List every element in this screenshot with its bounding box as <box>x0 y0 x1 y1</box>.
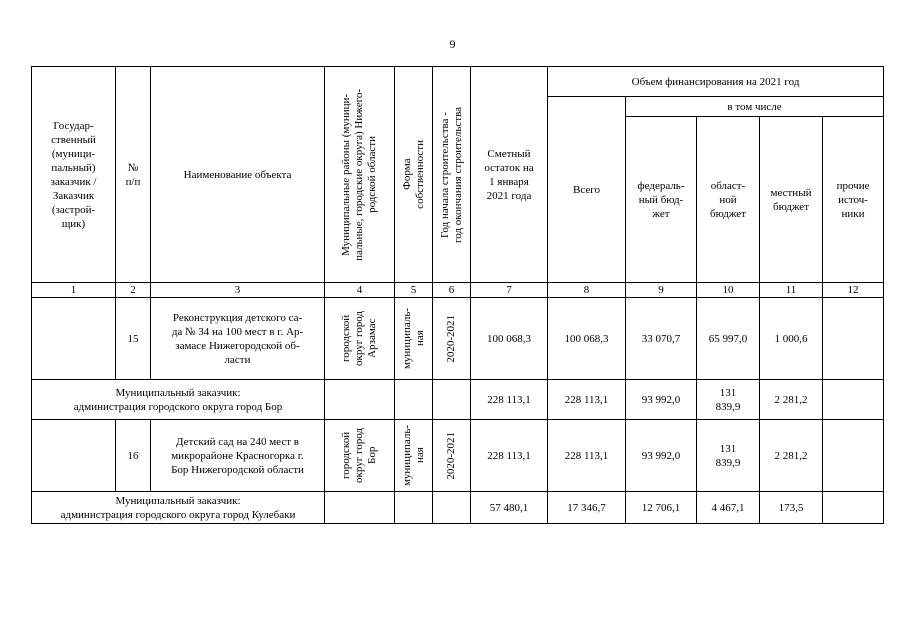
financing-table <box>31 66 884 524</box>
years <box>433 380 471 420</box>
column-number: 9 <box>626 283 697 298</box>
header-object-name: Наименование объекта <box>151 67 325 283</box>
regional-value: 131 839,9 <box>697 380 760 420</box>
federal-value: 33 070,7 <box>626 298 697 380</box>
header-federal: федераль- ный бюд- жет <box>626 117 697 283</box>
regional-value: 65 997,0 <box>697 298 760 380</box>
district: городской округ город Арзамас <box>325 298 395 380</box>
years <box>433 492 471 524</box>
federal-value: 93 992,0 <box>626 380 697 420</box>
federal-value: 93 992,0 <box>626 420 697 492</box>
column-number: 11 <box>760 283 823 298</box>
header-local: местный бюджет <box>760 117 823 283</box>
total-value: 100 068,3 <box>548 298 626 380</box>
column-number: 8 <box>548 283 626 298</box>
ownership <box>395 380 433 420</box>
column-number: 3 <box>151 283 325 298</box>
local-value: 2 281,2 <box>760 380 823 420</box>
object-name: Детский сад на 240 мест в микрорайоне Красногорка г. Бор Нижегородской области <box>151 420 325 492</box>
other-value <box>823 420 884 492</box>
row-number: 16 <box>116 420 151 492</box>
header-ownership: Форма собственности <box>395 67 433 283</box>
column-number: 7 <box>471 283 548 298</box>
ownership: муниципаль- ная <box>395 420 433 492</box>
district: городской округ город Бор <box>325 420 395 492</box>
row-customer-cell <box>32 420 116 492</box>
page-number: 9 <box>449 37 456 51</box>
column-numbers-row <box>32 283 884 298</box>
total-value: 228 113,1 <box>548 420 626 492</box>
district <box>325 492 395 524</box>
years: 2020-2021 <box>433 298 471 380</box>
other-value <box>823 492 884 524</box>
federal-value: 12 706,1 <box>626 492 697 524</box>
table-row-customer <box>32 492 884 524</box>
regional-value: 131 839,9 <box>697 420 760 492</box>
header-construction-years: Год начала строительства - год окончания строительства <box>433 67 471 283</box>
estimated-remainder: 57 480,1 <box>471 492 548 524</box>
local-value: 173,5 <box>760 492 823 524</box>
column-number: 10 <box>697 283 760 298</box>
header-estimated-remainder: Сметный остаток на 1 января 2021 года <box>471 67 548 283</box>
header-other: прочие источ- ники <box>823 117 884 283</box>
regional-value: 4 467,1 <box>697 492 760 524</box>
table-row-object-15 <box>32 298 884 380</box>
ownership: муниципаль- ная <box>395 298 433 380</box>
local-value: 1 000,6 <box>760 298 823 380</box>
object-name: Реконструкция детского са- да № 34 на 100 мест в г. Ар- замасе Нижегородской об- ласти <box>151 298 325 380</box>
years: 2020-2021 <box>433 420 471 492</box>
column-number: 1 <box>32 283 116 298</box>
header-total: Всего <box>548 97 626 283</box>
column-number: 2 <box>116 283 151 298</box>
total-value: 228 113,1 <box>548 380 626 420</box>
header-regional: област- ной бюджет <box>697 117 760 283</box>
estimated-remainder: 228 113,1 <box>471 380 548 420</box>
estimated-remainder: 100 068,3 <box>471 298 548 380</box>
header-including: в том числе <box>626 97 884 117</box>
local-value: 2 281,2 <box>760 420 823 492</box>
column-number: 12 <box>823 283 884 298</box>
header-customer: Государ- ственный (муници- пальный) заказчик / Заказчик (застрой- щик) <box>32 67 116 283</box>
header-municipal-districts: Муниципальные районы (муници- пальные, городские округа) Нижего- родской области <box>325 67 395 283</box>
total-value: 17 346,7 <box>548 492 626 524</box>
ownership <box>395 492 433 524</box>
estimated-remainder: 228 113,1 <box>471 420 548 492</box>
table-row-object-16 <box>32 420 884 492</box>
row-customer-cell <box>32 298 116 380</box>
customer-label: Муниципальный заказчик: администрация городского округа город Бор <box>32 380 325 420</box>
other-value <box>823 298 884 380</box>
row-number: 15 <box>116 298 151 380</box>
header-number: № п/п <box>116 67 151 283</box>
column-number: 6 <box>433 283 471 298</box>
customer-label: Муниципальный заказчик: администрация городского округа город Кулебаки <box>32 492 325 524</box>
district <box>325 380 395 420</box>
other-value <box>823 380 884 420</box>
header-financing-volume: Объем финансирования на 2021 год <box>548 67 884 97</box>
column-number: 4 <box>325 283 395 298</box>
column-number: 5 <box>395 283 433 298</box>
table-row-customer <box>32 380 884 420</box>
